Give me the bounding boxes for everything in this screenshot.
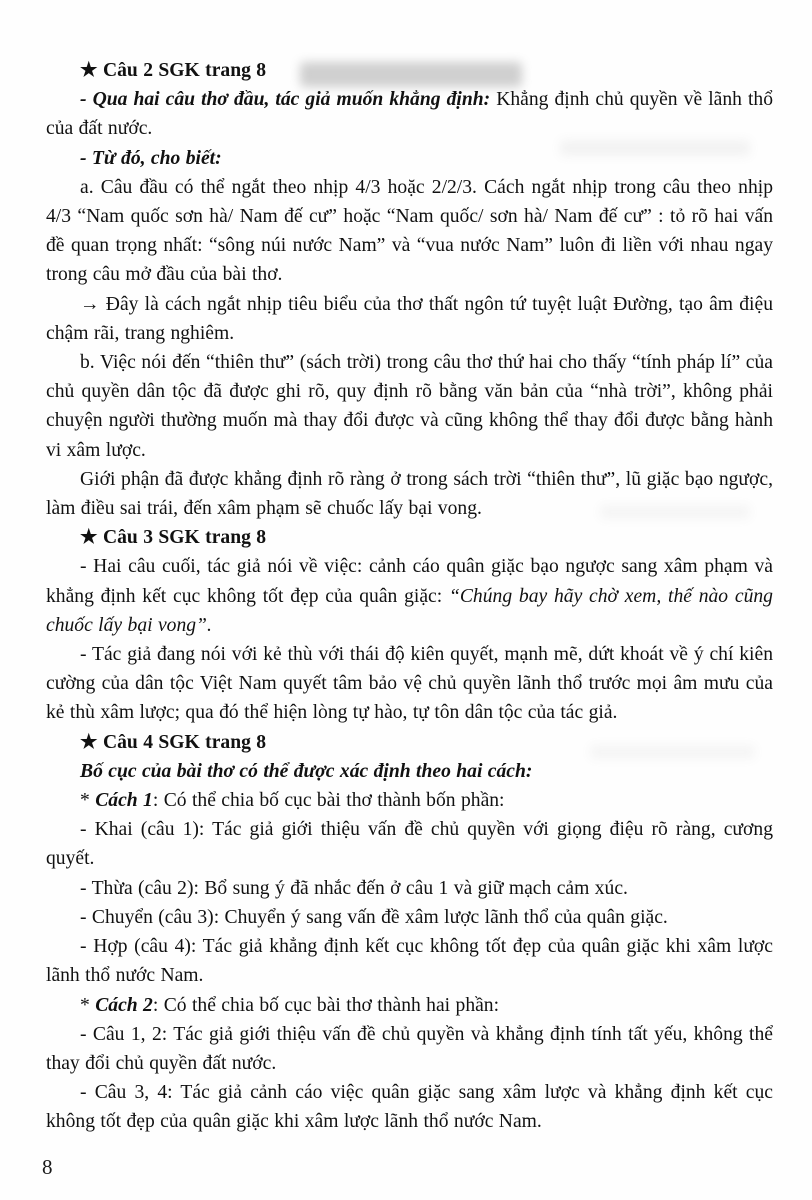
paragraph [46,1078,773,1136]
heading [46,728,773,757]
text-segment: * [80,790,96,812]
page-number: 8 [42,1155,53,1179]
paragraph [46,290,773,348]
text-segment: Cách 1 [95,790,153,812]
paragraph [46,1020,773,1078]
text-segment: : Có thể chia bố cục bài thơ thành hai phần: [152,994,500,1016]
text-segment: Giới phận đã được khẳng định rõ ràng ở trong sách trời “thiên thư”, lũ giặc bạo ngược, làm điều sai trái, đến xâm phạm sẽ chuốc lấy bại vong. [46,468,773,520]
text-segment: “Chúng bay hãy chờ xem, thế nào cũng chuốc lấy bại vong”. [46,585,773,636]
text-segment: - Chuyển (câu 3): Chuyển ý sang vấn đề xâm lược lãnh thổ của quân giặc. [80,906,668,928]
text-segment: Bố cục của bài thơ có thể được xác định theo hai cách: [80,760,533,782]
paragraph [46,173,773,290]
text-segment: ★ Câu 3 SGK trang 8 [80,527,267,549]
text-segment: - Qua hai câu thơ đầu, tác giả muốn khẳng định: [80,89,497,111]
text-segment: Khẳng định chủ quyền về lãnh thổ của đất nước. [46,89,774,140]
heading [46,523,773,552]
paragraph [46,552,773,640]
text-segment: : Có thể chia bố cục bài thơ thành bốn phần: [152,790,505,812]
text-segment: ★ Câu 4 SGK trang 8 [80,731,267,753]
text-segment: - Hai câu cuối, tác giả nói về việc: cảnh cáo quân giặc bạo ngược sang xâm phạm và khẳng định kết cục không tốt đẹp của quân giặc: [46,556,773,607]
text-segment: - Hợp (câu 4): Tác giả khẳng định kết cục không tốt đẹp của quân giặc khi xâm lược lãnh thổ nước Nam. [46,936,773,987]
text-segment: - Từ đó, cho biết: [80,147,222,169]
text-segment: Cách 2 [95,994,153,1016]
paragraph [46,903,773,932]
text-segment: - Tác giả đang nói với kẻ thù với thái độ kiên quyết, mạnh mẽ, dứt khoát về ý chí kiên cường của dân tộc Việt Nam quyết tâm bảo vệ chủ quyền lãnh thổ trước mọi âm mưu của kẻ thù xâm lược; qua đó thể hiện lòng tự hào, tự tôn dân tộc của tác giả. [46,644,773,724]
text-segment: → Đây là cách ngắt nhịp tiêu biểu của thơ thất ngôn tứ tuyệt luật Đường, tạo âm điệu chậm rãi, trang nghiêm. [46,293,773,344]
text-segment: ★ Câu 2 SGK trang 8 [80,60,267,81]
text-segment: - Câu 3, 4: Tác giả cảnh cáo việc quân giặc sang xâm lược và khẳng định kết cục không tốt đẹp của quân giặc khi xâm lược lãnh thổ nước Nam. [46,1082,773,1133]
paragraph [46,932,773,990]
paragraph [46,991,773,1020]
paragraph [46,874,773,903]
paragraph [46,85,773,143]
text-segment: - Thừa (câu 2): Bổ sung ý đã nhắc đến ở câu 1 và giữ mạch cảm xúc. [80,877,628,899]
paragraph [46,465,773,523]
paragraph [46,348,773,465]
text-segment: * [80,994,96,1016]
heading [46,56,773,85]
paragraph [46,640,773,728]
text-segment: - Câu 1, 2: Tác giả giới thiệu vấn đề chủ quyền và khẳng định tính tất yếu, không thể thay đổi chủ quyền đất nước. [46,1023,773,1074]
paragraph [46,757,773,786]
paragraph [46,815,773,873]
document-content [46,56,773,1137]
text-segment: b. Việc nói đến “thiên thư” (sách trời) trong câu thơ thứ hai cho thấy “tính pháp lí” của chủ quyền dân tộc đã được ghi rõ, quy định rõ bằng văn bản của “nhà trời”, không phải chuyện người thường muốn mà thay đổi được và cũng không thể thay đổi được bằng hành vi xâm lược. [46,352,773,461]
paragraph [46,786,773,815]
text-segment: - Khai (câu 1): Tác giả giới thiệu vấn đề chủ quyền với giọng điệu rõ ràng, cương quyết. [46,819,773,870]
text-segment: a. Câu đầu có thể ngắt theo nhịp 4/3 hoặc 2/2/3. Cách ngắt nhịp trong câu theo nhịp 4/3 “Nam quốc sơn hà/ Nam đế cư” hoặc “Nam quốc/ sơn hà/ Nam đế cư” : tỏ rõ hai vấn đề quan trọng nhất: “sông núi nước Nam” và “vua nước Nam” luôn đi liền với nhau ngay trong câu mở đầu của bài thơ. [46,176,773,286]
paragraph [46,144,773,173]
